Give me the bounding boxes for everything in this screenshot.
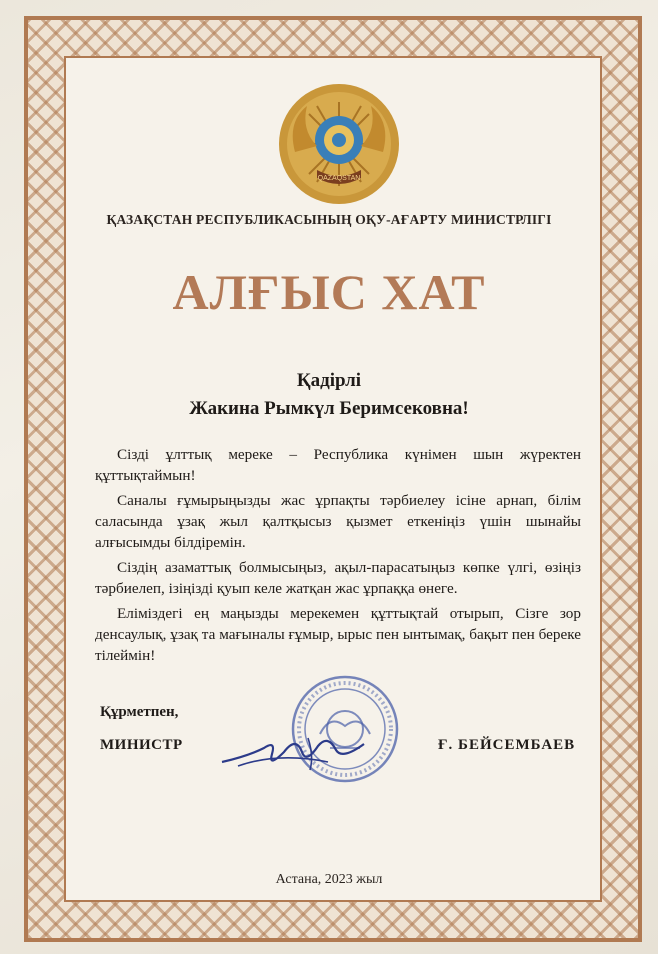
emblem-text: QAZAQSTAN [317,175,361,182]
state-emblem-icon [277,82,401,206]
body-paragraph: Саналы ғұмырыңызды жас ұрпақты тәрбиелеу ісіне арнап, білім саласында ұзақ жыл қалтқысыз қызмет еткеніңіз үшін шынайы алғысымды білдіремін. [95,492,581,551]
ministry-name: ҚАЗАҚСТАН РЕСПУБЛИКАСЫНЫҢ ОҚУ-АҒАРТУ МИНИСТРЛІГІ [106,212,552,227]
minister-signature-icon [218,726,368,776]
body-paragraph: Еліміздегі ең маңызды мерекемен құттықтай отырып, Сізге зор денсаулық, ұзақ та мағыналы ғұмыр, ырыс пен ынтымақ, бақыт пен береке тілеймін! [95,605,581,664]
document-title: АЛҒЫС ХАТ [172,264,486,320]
recipient-name: Жакина Рымкүл Беримсековна! [189,398,469,419]
letter-body [95,444,581,670]
salutation: Қадірлі [296,370,362,391]
closing-phrase: Құрметпен, [100,704,179,720]
signer-name: Ғ. БЕЙСЕМБАЕВ [438,737,576,753]
body-paragraph: Сіздің азаматтық болмысыңыз, ақыл-парасатыңыз көпке үлгі, өзіңіз тәрбиелеп, ізіңізді қуып келе жатқан жас ұрпаққа өнеге. [95,559,581,597]
place-and-date: Астана, 2023 жыл [275,872,383,887]
body-paragraph: Сізді ұлттық мереке – Республика күнімен шын жүректен құттықтаймын! [95,446,581,484]
signer-role: МИНИСТР [100,737,183,753]
